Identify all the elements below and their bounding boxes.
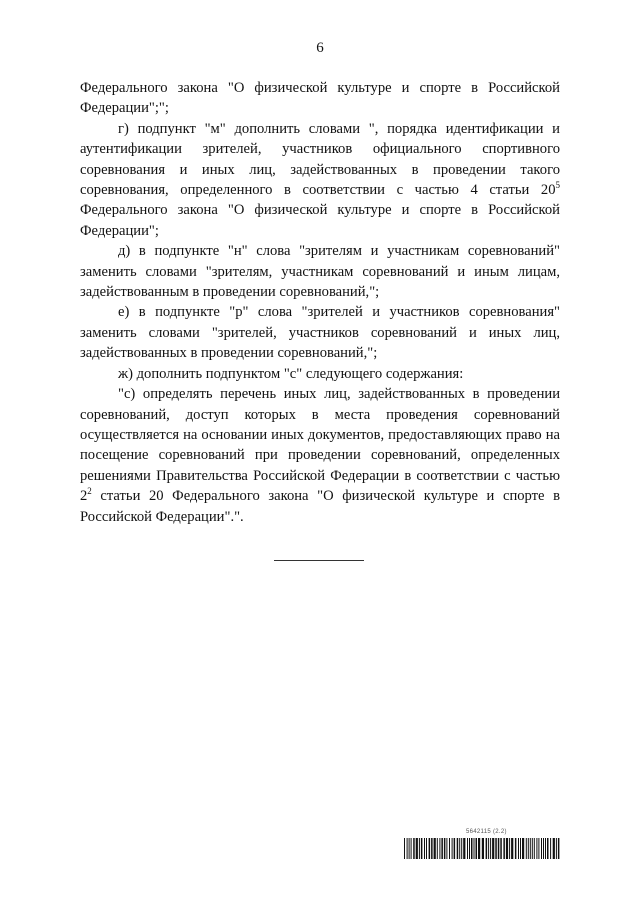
- paragraph-subitem-zh: ж) дополнить подпунктом "с" следующего содержания:: [118, 365, 464, 382]
- paragraph-subitem-n: д) в подпункте "н" слова "зрителям и участникам соревнований" заменить словами "зрителям, участникам соревнований и иным лицам, задействованным в проведении соревнований,";: [80, 243, 560, 301]
- document-body: [80, 78, 560, 527]
- superscript-article-index: 5: [555, 180, 560, 191]
- barcode-image: [404, 838, 560, 859]
- end-divider-line: [274, 560, 364, 561]
- superscript-part-index: 2: [87, 486, 92, 497]
- paragraph-subitem-m-text: г) подпункт "м" дополнить словами ", порядка идентификации и аутентификации зрителей, участников официального спортивного соревнования и иных лиц, задействованных в проведении такого соревнования, определенного в соответствии с частью 4 статьи 20: [80, 120, 560, 199]
- paragraph-subitem-s-text: "с) определять перечень иных лиц, задействованных в проведении соревнований, доступ которых в места проведения соревнований осуществляется на основании иных документов, предоставляющих право на посещение соревнований при проведении соревнований, определенных решениями Правительства Российской Федерации в соответствии с частью 2: [80, 386, 560, 505]
- paragraph-subitem-r: е) в подпункте "р" слова "зрителей и участников соревнования" заменить словами "зрителей, участников соревнований и иных лиц, задействованных в проведении соревнований,";: [80, 304, 560, 362]
- paragraph-subitem-s: [80, 384, 560, 527]
- paragraph-subitem-s-tail: статьи 20 Федерального закона "О физической культуре и спорте в Российской Федерации".".: [80, 488, 560, 525]
- paragraph-subitem-m: [80, 119, 560, 241]
- paragraph-federal-law-ending: Федерального закона "О физической культуре и спорте в Российской Федерации";";: [80, 80, 560, 117]
- document-code: 5642115 (2.2): [466, 829, 507, 835]
- page-number: 6: [316, 40, 324, 56]
- paragraph-subitem-m-tail: Федерального закона "О физической культуре и спорте в Российской Федерации";: [80, 202, 560, 239]
